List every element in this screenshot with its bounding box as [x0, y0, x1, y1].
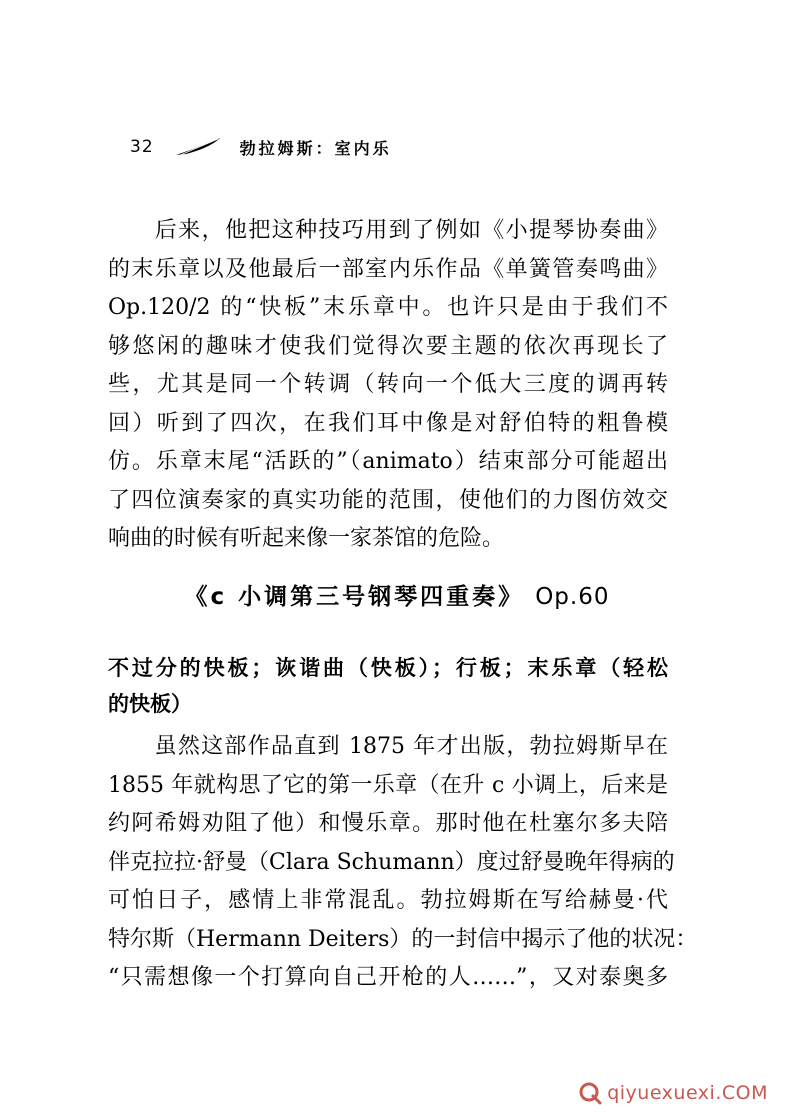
- text-line: 约阿希姆劝阻了他）和慢乐章。那时他在杜塞尔多夫陪: [108, 811, 668, 836]
- text-line: 回）听到了四次，在我们耳中像是对舒伯特的粗鲁模: [108, 410, 668, 436]
- quill-feather-icon: [174, 135, 224, 159]
- text-line: “只需想像一个打算向自己开枪的人……”，又对泰奥多: [108, 965, 668, 990]
- text-line: 响曲的时候有听起来像一家茶馆的危险。: [108, 526, 505, 551]
- page-header: [130, 132, 392, 162]
- text-line: 些，尤其是同一个转调（转向一个低大三度的调再转: [108, 372, 668, 397]
- q-logo-icon: [577, 1080, 603, 1106]
- paragraph-1: [108, 212, 668, 559]
- text-line: Op.120/2 的“快板”末乐章中。也许只是由于我们不: [108, 295, 668, 320]
- movements-list: [108, 650, 668, 722]
- text-line: 1855 年就构思了它的第一乐章（在升 c 小调上，后来是: [108, 772, 668, 798]
- text-line: 够悠闲的趣味才使我们觉得次要主题的依次再现长了: [108, 333, 668, 359]
- watermark-text: qiyuexuexi.COM: [607, 1082, 768, 1104]
- section-heading: [0, 578, 794, 611]
- movements-line: 不过分的快板；诙谐曲（快板）；行板；末乐章（轻松: [108, 656, 668, 680]
- running-title: 勃拉姆斯：室内乐: [239, 138, 392, 158]
- text-line: 虽然这部作品直到 1875 年才出版，勃拉姆斯早在: [108, 734, 668, 759]
- text-line: 伴克拉拉·舒曼（Clara Schumann）度过舒曼晚年得病的: [108, 849, 675, 875]
- text-line: 后来，他把这种技巧用到了例如《小提琴协奏曲》: [108, 218, 668, 243]
- section-opus: Op.60: [535, 584, 610, 610]
- text-line: 特尔斯（Hermann Deiters）的一封信中揭示了他的状况：: [108, 926, 698, 952]
- paragraph-2: [108, 728, 698, 998]
- text-line: 的末乐章以及他最后一部室内乐作品《单簧管奏鸣曲》: [108, 256, 668, 282]
- movements-line: 的快板）: [108, 692, 192, 716]
- watermark: [577, 1080, 768, 1106]
- page-number: 32: [130, 137, 154, 157]
- text-line: 可怕日子，感情上非常混乱。勃拉姆斯在写给赫曼·代: [108, 888, 668, 913]
- text-line: 了四位演奏家的真实功能的范围，使他们的力图仿效交: [108, 487, 668, 513]
- section-title: 《c 小调第三号钢琴四重奏》: [184, 584, 525, 610]
- text-line: 仿。乐章末尾“活跃的”（animato）结束部分可能超出: [108, 449, 668, 474]
